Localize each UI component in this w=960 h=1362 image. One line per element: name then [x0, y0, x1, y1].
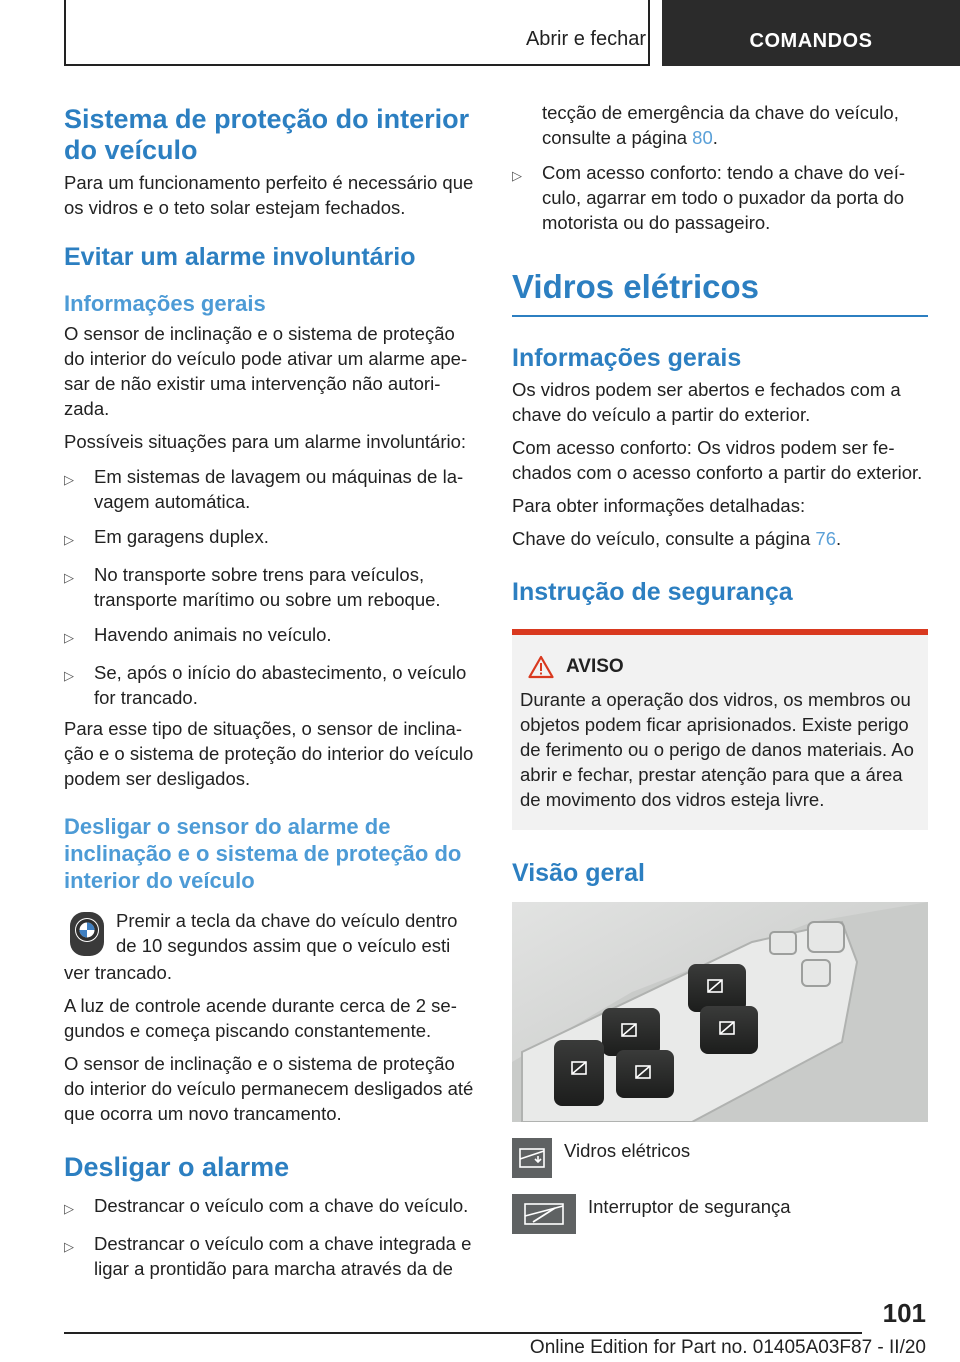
legend-item-safety [512, 1194, 928, 1234]
heading-disable-alarm: Desligar o alarme [64, 1152, 290, 1182]
list-item: ▷ Destrancar o veículo com a chave integrada e ligar a prontidão para marcha através da de [64, 1233, 472, 1279]
list-item: ▷ Se, após o início do abastecimento, o veículo for trancado. [64, 662, 467, 708]
header-bottom-rule [64, 64, 650, 66]
section-title: Abrir e fechar [525, 28, 646, 50]
header-left-rule [64, 0, 66, 66]
legend-label-windows: Vidros elétricos [564, 1140, 691, 1161]
paragraph-comfort-access: Com acesso conforto: Os vidros podem ser fechados com o acesso conforto a partir do exterior. [512, 437, 923, 483]
window-switch-photo [512, 902, 928, 1122]
chapter-tab: COMANDOS [662, 0, 960, 66]
paragraph-press-key-b: de 10 segundos assim que o veículo esti [116, 935, 451, 956]
heading-general-info-right: Informações gerais [512, 344, 742, 372]
list-item: ▷ Com acesso conforto: tendo a chave do veículo, agarrar em todo o puxador da porta do motorista ou do passageiro. [512, 162, 906, 233]
bullet-triangle-icon: ▷ [64, 630, 74, 645]
heading-power-windows: Vidros elétricos [512, 268, 760, 305]
heading-rule [512, 315, 928, 317]
warning-text: Durante a operação dos vidros, os membros ou objetos podem ficar aprisionados. Existe perigo de ferimento ou o perigo de danos materiais. Ao abrir e fechar, prestar atenção para que a área de movimento dos vidros esteja livre. [520, 689, 914, 810]
list-item-continued: tecção de emergência da chave do veículo, consulte a página 80. [542, 102, 899, 148]
bullet-triangle-icon: ▷ [64, 668, 74, 683]
paragraph-type: Para esse tipo de situações, o sensor de inclinação e o sistema de proteção do interior do veículo podem ser desligados. [64, 718, 474, 789]
right-column [512, 100, 928, 1234]
warning-box [512, 629, 928, 830]
footer-rule [64, 1332, 862, 1334]
list-item: ▷ No transporte sobre trens para veículos, transporte marítimo ou sobre um reboque. [64, 564, 441, 610]
paragraph-press-key-c: ver trancado. [64, 962, 172, 983]
key-instruction [64, 908, 478, 985]
header-separator [648, 0, 650, 66]
bullet-triangle-icon: ▷ [64, 1201, 74, 1216]
bmw-key-icon [64, 908, 116, 960]
page-link-76[interactable]: 76 [815, 528, 836, 549]
warning-triangle-icon [528, 655, 554, 679]
list-item: ▷ Em sistemas de lavagem ou máquinas de lavagem automática. [64, 466, 464, 512]
heading-general-info-left: Informações gerais [64, 291, 266, 316]
bullet-list-situations [64, 464, 478, 710]
legend-item-windows [512, 1138, 928, 1178]
left-column [64, 104, 478, 1281]
heading-overview: Visão geral [512, 859, 645, 887]
list-item: ▷ Em garagens duplex. [64, 524, 478, 552]
paragraph-info: O sensor de inclinação e o sistema de proteção do interior do veículo pode ativar um alarme apesar de não existir uma intervenção não autorizada. [64, 323, 468, 419]
heading-interior-protection: Sistema de proteção do interior do veículo [64, 104, 470, 165]
page-link-80[interactable]: 80 [692, 127, 713, 148]
paragraph-press-key-a: Premir a tecla da chave do veículo dentro [116, 910, 458, 931]
window-switch-icon [512, 1138, 552, 1178]
bullet-triangle-icon: ▷ [64, 1239, 74, 1254]
paragraph-sensor-off: O sensor de inclinação e o sistema de proteção do interior do veículo permanecem desligados até que ocorra um novo trancamento. [64, 1053, 474, 1124]
heading-disable-sensor: Desligar o sensor do alarme de inclinação e o sistema de proteção do interior do veículo [64, 814, 462, 893]
safety-switch-icon [512, 1194, 576, 1234]
paragraph-interior: Para um funcionamento perfeito é necessário que os vidros e o teto solar estejam fechados. [64, 172, 474, 218]
footer-edition: Online Edition for Part no. 01405A03F87 - II/20 [529, 1337, 926, 1358]
paragraph-open-close: Os vidros podem ser abertos e fechados com a chave do veículo a partir do exterior. [512, 379, 901, 425]
paragraph-situations: Possíveis situações para um alarme involuntário: [64, 431, 467, 452]
list-item: ▷ Destrancar o veículo com a chave do veículo. [64, 1193, 478, 1221]
legend-label-safety: Interruptor de segurança [588, 1196, 791, 1217]
paragraph-details: Para obter informações detalhadas: [512, 495, 806, 516]
bullet-triangle-icon: ▷ [64, 570, 74, 585]
bullet-triangle-icon: ▷ [64, 472, 74, 487]
bullet-triangle-icon: ▷ [64, 532, 74, 547]
page-header [0, 0, 960, 66]
warning-title: AVISO [566, 656, 624, 677]
paragraph-control-light: A luz de controle acende durante cerca de 2 segundos e começa piscando constantemente. [64, 995, 457, 1041]
list-item: ▷ Havendo animais no veículo. [64, 622, 478, 650]
bullet-triangle-icon: ▷ [512, 168, 522, 183]
heading-avoid-alarm: Evitar um alarme involuntário [64, 243, 416, 271]
bullet-list-disable [64, 1193, 478, 1281]
warning-header [520, 655, 920, 679]
paragraph-vehicle-key: Chave do veículo, consulte a página 76. [512, 528, 842, 549]
page-number: 101 [882, 1298, 926, 1328]
heading-safety: Instrução de segurança [512, 578, 793, 606]
